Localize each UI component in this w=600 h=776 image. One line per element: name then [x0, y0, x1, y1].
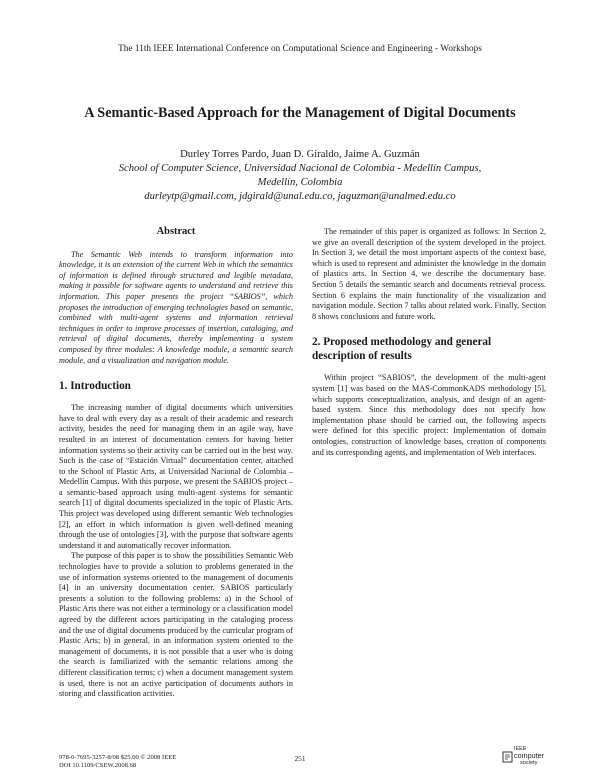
intro-paragraph-1: The increasing number of digital documents which universities have to deal with every day as a result of their academic and research activity, besides the need for managing them in an agile way, have resulted in an interest of documentation centers for having better information systems so their activity can be carried out in the best way. Such is the case of “Estación Virtual” documentation center, attached to the School of Plastic Arts, at Universidad Nacional de Colombia – Medellín Campus. With this purpose, we present the SABIOS project – a semantic-based approach using multi-agent systems for semantic search [1] of digital documents specialized in the topic of Plastic Arts. This project was developed using different semantic Web technologies [2], an effort in which information is given well-defined meaning through the use of ontologies [3], with the purpose that software agents understand it and automatically recover information. — [59, 403, 293, 550]
abstract-heading: Abstract — [156, 226, 196, 237]
left-column — [59, 227, 293, 700]
page-number: 251 — [294, 754, 306, 763]
computer-society-logo-icon — [502, 751, 513, 763]
conference-header: The 11th IEEE International Conference on Computational Science and Engineering - Workshops — [118, 43, 482, 53]
right-column — [312, 227, 546, 458]
logo-text-society: society — [520, 760, 538, 766]
author-block — [0, 148, 600, 204]
intro-paragraph-3: The remainder of this paper is organized as follows: In Section 2, we give an overall description of the system developed in the project. In Section 3, we detail the most important aspects of the context base, which is used to represent and administer the knowledge in the domain of plastics arts. In Section 4, we describe the documentary base. Section 5 details the semantic search and documents retrieval process. Section 6 explains the main functionality of the visualization and navigation module. Section 7 talks about related work. Finally, Section 8 shows conclusions and future work. — [312, 227, 546, 321]
affiliation-line-2: Medellín, Colombia — [257, 177, 343, 188]
intro-paragraph-2: The purpose of this paper is to show the possibilities Semantic Web technologies have to provide a solution to problems generated in the use of information systems oriented to the management of documents [4] in an university documentation center. SABIOS particularly presents a solution to the following problems: a) in the School of Plastic Arts there was not either a terminology or a classification model agreed by the different actors participating in the cataloging process and the use of digital documents produced by the curricular program of Plastic Arts; b) in general, in an information system oriented to the management of documents, it is not possible that a user who is doing the search is familiarized with the semantic relations among the different classification terms; c) when a document management system is used, there is not an active participation of documents authors in storing and classification activities. — [59, 551, 293, 699]
section-2-paragraph-1: Within project “SABIOS”, the development of the multi-agent system [1] was based on the MAS-CommonKADS methodology [5], which supports conceptualization, analysis, and design of an agent-based system. Since this methodology does not specify how implementation phase should be carried out, the following aspects were defined for this specific project: Implementation of domain ontologies, construction of knowledge bases, creation of components and its corresponding agents, and implementation of Web interfaces. — [312, 373, 546, 457]
section-2-heading: 2. Proposed methodology and general description of results — [312, 336, 492, 363]
logo-text-computer: computer — [514, 751, 544, 760]
ieee-computer-society-logo — [502, 745, 546, 767]
footer-doi: DOI 10.1109/CSEW.2008.68 — [59, 762, 137, 770]
logo-text-ieee: IEEE — [514, 746, 527, 752]
author-names: Durley Torres Pardo, Juan D. Giraldo, Jaime A. Guzmán — [180, 149, 420, 160]
section-1-heading: 1. Introduction — [59, 380, 131, 393]
affiliation-line-1: School of Computer Science, Universidad Nacional de Colombia - Medellín Campus, — [118, 163, 482, 174]
abstract-text: The Semantic Web intends to transform information into knowledge, it is an extension of the current Web in which the semantics of information is defined through structured and legible metadata, making it possible for software agents to understand and retrieve this information. This paper presents the project “SABIOS”, which proposes the introduction of emerging technologies based on semantic, combined with multi-agent systems and information retrieval techniques in order to improve processes of insertion, cataloging, and retrieval of digital documents, thereby implementing a system composed by three modules: A knowledge module, a semantic search module, and a visualization and navigation module. — [59, 249, 293, 365]
author-emails: durleytp@gmail.com, jdgirald@unal.edu.co, jaguzman@unalmed.edu.co — [144, 191, 456, 202]
footer-isbn: 978-0-7695-3257-8/08 $25.00 © 2008 IEEE — [59, 754, 177, 761]
paper-title: A Semantic-Based Approach for the Management of Digital Documents — [84, 105, 516, 121]
